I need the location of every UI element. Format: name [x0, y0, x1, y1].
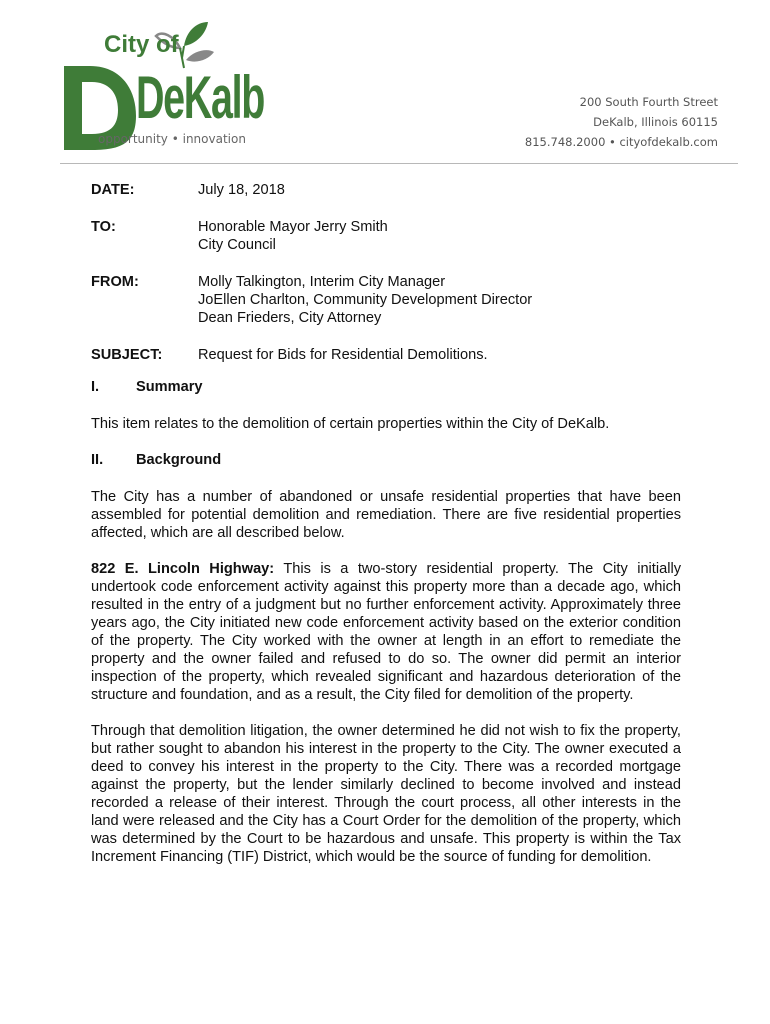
- section-number: II.: [91, 452, 104, 468]
- subject-value: Request for Bids for Residential Demolitions.: [198, 347, 488, 363]
- subject-label: SUBJECT:: [91, 347, 163, 363]
- leaf-icon: [184, 22, 208, 46]
- summary-paragraph: This item relates to the demolition of certain properties within the City of DeKalb.: [91, 416, 610, 432]
- date-label: DATE:: [91, 182, 135, 198]
- leaf-icon: [186, 50, 214, 62]
- letterhead-address: [525, 92, 718, 152]
- from-line: Dean Frieders, City Attorney: [198, 310, 382, 326]
- property-paragraph: [91, 560, 681, 704]
- from-line: Molly Talkington, Interim City Manager: [198, 274, 446, 290]
- to-label: TO:: [91, 219, 116, 235]
- address-street: 200 South Fourth Street: [579, 95, 718, 109]
- logo-tagline: opportunity • innovation: [98, 132, 246, 146]
- to-line: City Council: [198, 237, 276, 253]
- litigation-paragraph: Through that demolition litigation, the owner determined he did not wish to fix the property, but rather sought to abandon his interest in the property to the City. The owner executed a deed to convey his interest in the property to the City. There was a recorded mortgage against the property, but the lender similarly declined to become involved and instead recorded a release of their interest. Through the court process, all other interests in the land were released and the City has a Court Order for the demolition of the property, which was determined by the Court to be hazardous and unsafe. This property is within the Tax Increment Financing (TIF) District, which would be the source of funding for demolition.: [91, 723, 681, 865]
- memo-header: [91, 181, 691, 383]
- memo-to: [91, 218, 691, 254]
- section-heading-background: [91, 451, 681, 469]
- memo-date: [91, 181, 691, 199]
- memo-from: [91, 273, 691, 327]
- property-description: This is a two-story residential property. The City initially undertook code enforcement activity against this property more than a decade ago, which resulted in the entry of a judgment but no further enforcement activity. Approximately three years ago, the City initiated new code enforcement activity based on the exterior condition of the property. The City worked with the owner at length in an effort to remediate the property and the owner failed and refused to do so. The owner did permit an interior inspection of the property, which revealed significant and hazardous deterioration of the structure and foundation, and as a result, the City filed for demolition of the property.: [91, 561, 681, 703]
- logo-main-text: DeKalb: [136, 64, 265, 131]
- section-title: Summary: [136, 379, 203, 395]
- memo-subject: [91, 346, 691, 364]
- section-heading-summary: [91, 378, 681, 396]
- date-value: July 18, 2018: [198, 182, 285, 198]
- header-divider: [60, 163, 738, 164]
- from-line: JoEllen Charlton, Community Development Director: [198, 292, 533, 308]
- logo-top-text: City of: [104, 31, 179, 58]
- from-label: FROM:: [91, 274, 139, 290]
- background-intro-paragraph: The City has a number of abandoned or unsafe residential properties that have been assembled for potential demolition and remediation. There are five residential properties affected, which are all described below.: [91, 489, 681, 541]
- address-city: DeKalb, Illinois 60115: [593, 115, 718, 129]
- section-number: I.: [91, 379, 100, 395]
- memo-body: [91, 378, 681, 884]
- to-line: Honorable Mayor Jerry Smith: [198, 219, 388, 235]
- address-contact: 815.748.2000 • cityofdekalb.com: [524, 135, 718, 149]
- property-address: 822 E. Lincoln Highway:: [91, 561, 275, 577]
- section-title: Background: [136, 452, 222, 468]
- city-logo: [62, 18, 277, 153]
